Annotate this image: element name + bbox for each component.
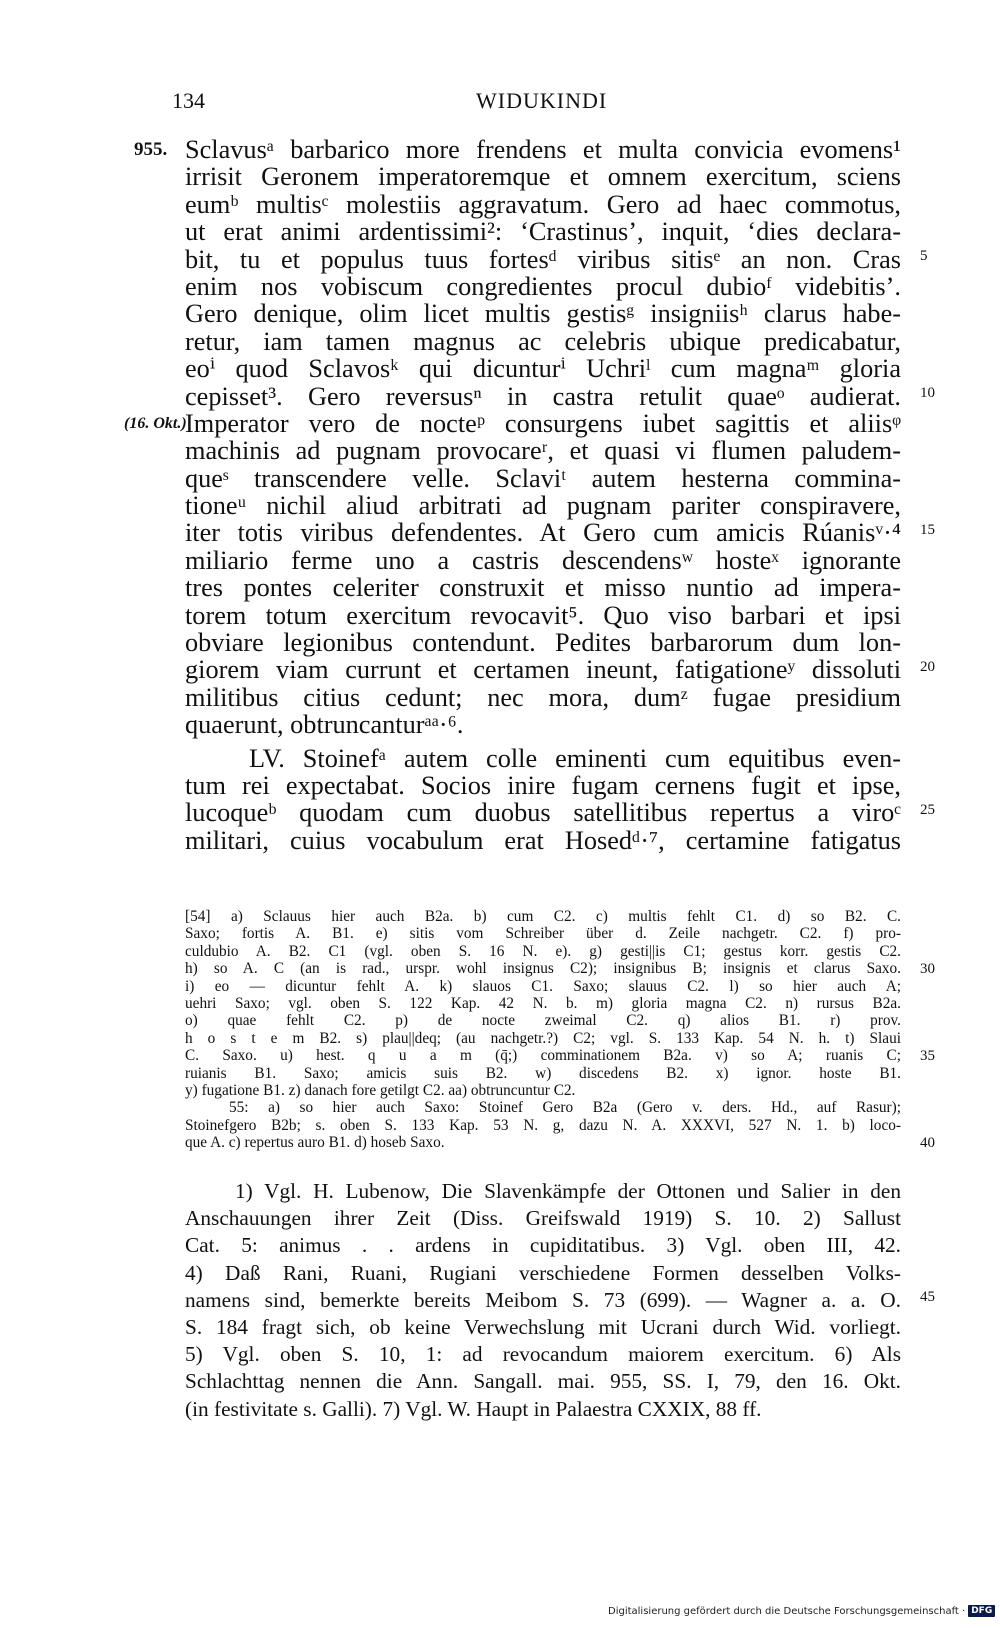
text-line: retur, iam tamen magnus ac celebris ubique predicabatur, [185,326,901,356]
line-number: 20 [920,659,935,675]
text-line: queˢ transcendere velle. Sclaviᵗ autem hesterna commina- [185,463,901,493]
line-number: 15 [920,522,935,538]
apparatus-line: C. Saxo. u) hest. q u a m (q̄;) comminationem B2a. v) so A; ruanis C; [185,1047,901,1065]
footnote-line: Cat. 5: animus . . ardens in cupiditatibus. 3) Vgl. oben III, 42. [185,1233,901,1258]
dfg-logo: DFG [968,1605,995,1617]
text-line: enim nos vobiscum congredientes procul dubioᶠ videbitis’. [185,271,901,301]
apparatus-line: h o s t e m B2. s) plau||deq; (au nachgetr.?) C2; vgl. S. 133 Kap. 54 N. h. t) Slaui [185,1029,901,1047]
apparatus-line: que A. c) repertus auro B1. d) hoseb Saxo. [185,1134,445,1152]
text-line: irrisit Geronem imperatoremque et omnem exercitum, sciens [185,162,901,192]
funding-notice: Digitalisierung gefördert durch die Deutsche Forschungsgemeinschaft · [608,1605,966,1617]
text-line: militari, cuius vocabulum erat Hosedᵈ·⁷, certamine fatigatus [185,825,901,855]
apparatus-line: culdubio A. B2. C1 (vgl. oben S. 16 N. e). g) gesti||is C1; gestus korr. gestis C2. [185,942,901,960]
text-line: Imperator vero de nocteᵖ consurgens iubet sagittis et aliisᵠ [185,408,901,438]
text-line: iter totis viribus defendentes. At Gero cum amicis Rúanisᵛ·⁴ [185,518,901,548]
text-line: eumᵇ multisᶜ molestiis aggravatum. Gero ad haec commotus, [185,189,901,219]
text-line: quaerunt, obtruncanturᵃᵃ·⁶. [185,710,464,740]
text-line: torem totum exercitum revocavit⁵. Quo viso barbari et ipsi [185,600,901,630]
main-text [185,136,901,854]
text-line: Gero denique, olim licet multis gestisᵍ insigniisʰ clarus habe- [185,299,901,329]
footnote-line: 5) Vgl. oben S. 10, 1: ad revocandum maiorem exercitum. 6) Als [185,1342,901,1367]
line-number: 25 [920,802,935,818]
apparatus-line: y) fugatione B1. z) danach fore getilgt C2. aa) obtruncuntur C2. [185,1081,576,1099]
line-number: 10 [920,385,935,401]
apparatus-line: h) so A. C (an is rad., urspr. wohl insignus C2); insignibus B; insignis et clarus Saxo. [185,960,901,978]
margin-year: 955. [134,139,168,160]
apparatus-line: o) quae fehlt C2. p) de nocte zweimal C2. q) alios B1. r) prov. [185,1012,901,1030]
text-line: obviare legionibus contendunt. Pedites barbarorum dum lon- [185,628,901,658]
line-number: 35 [920,1048,935,1064]
text-line: lucoqueᵇ quodam cum duobus satellitibus repertus a viroᶜ [185,798,901,828]
chapter-heading-line: LV. Stoinefᵃ autem colle eminenti cum equitibus even- [249,743,901,773]
text-line: bit, tu et populus tuus fortesᵈ viribus sitisᵉ an non. Cras [185,244,901,274]
footnote-line: (in festivitate s. Galli). 7) Vgl. W. Haupt in Palaestra CXXIX, 88 ff. [185,1396,762,1421]
apparatus-line: uehri Saxo; vgl. oben S. 122 Kap. 42 N. b. m) gloria magna C2. n) rursus B2a. [185,994,901,1012]
footnote-line: Schlachttag nennen die Ann. Sangall. mai. 955, SS. I, 79, den 16. Okt. [185,1369,901,1394]
text-line: tioneᵘ nichil aliud arbitrati ad pugnam pariter conspiravere, [185,491,901,521]
text-line: militibus citius cedunt; nec mora, dumᶻ fugae presidium [185,682,901,712]
footnote-line: namens sind, bemerkte bereits Meibom S. 73 (699). — Wagner a. a. O. [185,1287,901,1312]
text-line: eoⁱ quod Sclavosᵏ qui dicunturⁱ Uchriˡ cum magnaᵐ gloria [185,354,901,384]
text-line: tres pontes celeriter construxit et misso nuntio ad impera- [185,573,901,603]
line-number: 45 [920,1289,935,1305]
digitization-footer [608,1605,995,1617]
text-line: ut erat animi ardentissimi²: ‘Crastinus’, inquit, ‘dies declara- [185,217,901,247]
page-number: 134 [172,88,205,113]
apparatus-line: Saxo; fortis A. B1. e) sitis vom Schreiber über d. Zeile nachgetr. C2. f) pro- [185,925,901,943]
apparatus-line: Stoinefgero B2b; s. oben S. 133 Kap. 53 N. g, dazu N. A. XXXVI, 527 N. 1. b) loco- [185,1116,901,1134]
running-title: WIDUKINDI [476,88,608,113]
apparatus-line: [54] a) Sclauus hier auch B2a. b) cum C2. c) multis fehlt C1. d) so B2. C. [185,908,901,925]
margin-date: (16. Okt.) [124,415,187,432]
apparatus-line: 55: a) so hier auch Saxo: Stoinef Gero B2a (Gero v. ders. Hd., auf Rasur); [229,1099,901,1117]
line-number: 40 [920,1135,935,1151]
text-line: tum rei expectabat. Socios inire fugam cernens fugit et ipse, [185,770,901,800]
footnote-line: 1) Vgl. H. Lubenow, Die Slavenkämpfe der Ottonen und Salier in den [235,1179,901,1203]
apparatus-line: ruianis B1. Saxo; amicis suis B2. w) discedens B2. x) ignor. hoste B1. [185,1064,901,1082]
footnote-line: Anschauungen ihrer Zeit (Diss. Greifswald 1919) S. 10. 2) Sallust [185,1206,901,1231]
footnote-line: S. 184 fragt sich, ob keine Verwechslung mit Ucrani durch Wid. vorliegt. [185,1314,901,1339]
footnote-line: 4) Daß Rani, Ruani, Rugiani verschiedene Formen desselben Volks- [185,1260,901,1285]
apparatus-line: i) eo — dicuntur fehlt A. k) slauos C1. Saxo; slauus C2. l) so hier auch A; [185,977,901,995]
critical-apparatus [185,908,901,1151]
text-line: miliario ferme uno a castris descendensʷ hosteˣ ignorante [185,545,901,575]
line-number: 30 [920,961,935,977]
line-number: 5 [920,248,928,264]
footnotes [185,1178,901,1423]
text-line: giorem viam currunt et certamen ineunt, fatigationeʸ dissoluti [185,655,901,685]
text-line: machinis ad pugnam provocareʳ, et quasi vi flumen paludem- [185,436,901,466]
text-line: Sclavusᵃ barbarico more frendens et multa convicia evomens¹ [185,135,901,164]
text-line: cepisset³. Gero reversusⁿ in castra retulit quaeᵒ audierat. [185,381,901,411]
